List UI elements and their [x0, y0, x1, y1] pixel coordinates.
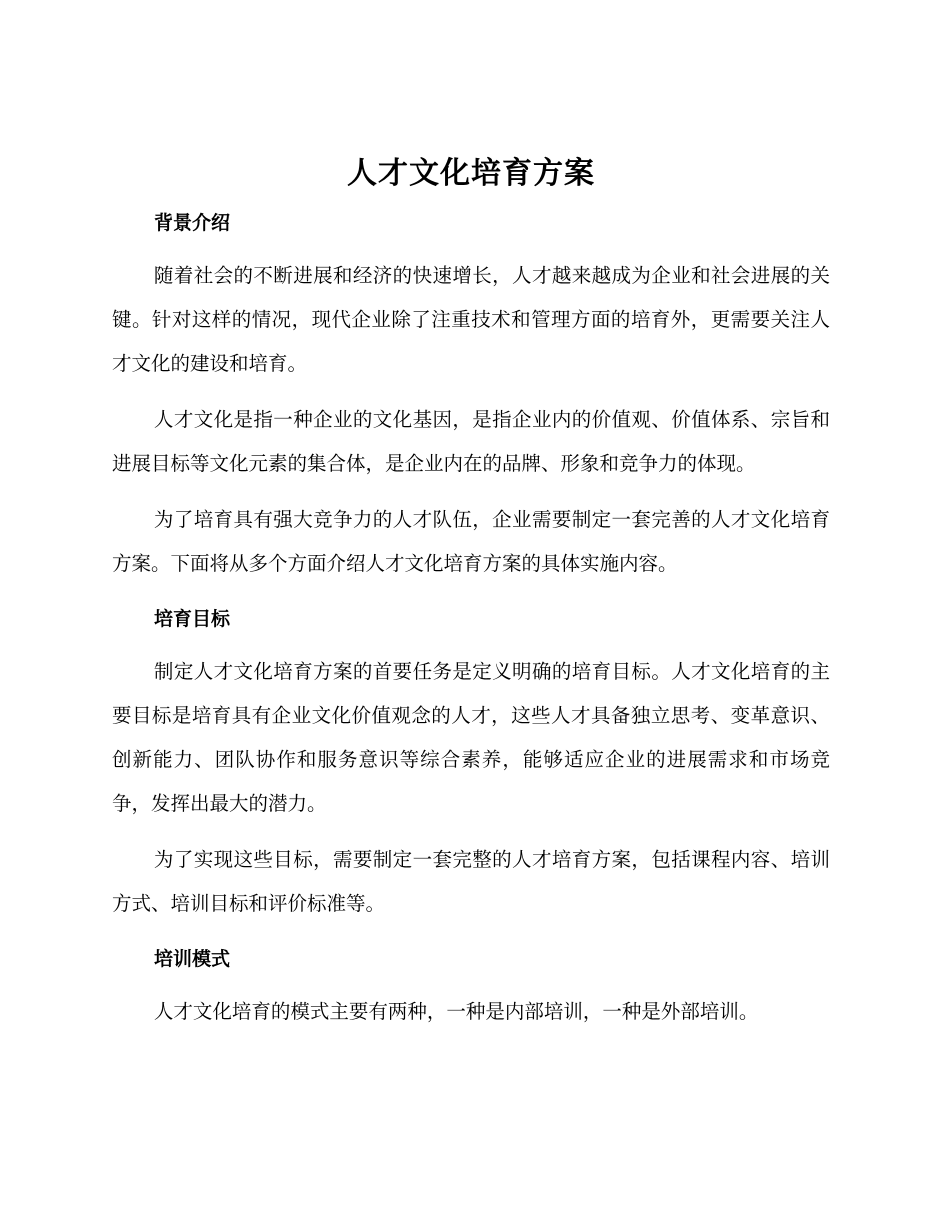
section-training-mode: [112, 940, 830, 1034]
paragraph: 为了培育具有强大竞争力的人才队伍，企业需要制定一套完善的人才文化培育方案。下面将从多个方面介绍人才文化培育方案的具体实施内容。: [112, 508, 830, 575]
paragraph: 制定人才文化培育方案的首要任务是定义明确的培育目标。人才文化培育的主要目标是培育具有企业文化价值观念的人才，这些人才具备独立思考、变革意识、创新能力、团队协作和服务意识等综合素养，能够适应企业的进展需求和市场竞争，发挥出最大的潜力。: [112, 660, 830, 815]
paragraph: 随着社会的不断进展和经济的快速增长，人才越来越成为企业和社会进展的关键。针对这样的情况，现代企业除了注重技术和管理方面的培育外，更需要关注人才文化的建设和培育。: [112, 264, 830, 375]
section-goals: [112, 600, 830, 926]
section-heading: 背景介绍: [154, 212, 231, 234]
section-heading: 培训模式: [154, 948, 231, 970]
document-page: [112, 148, 830, 1034]
section-heading: 培育目标: [154, 608, 231, 630]
paragraph: 人才文化培育的模式主要有两种，一种是内部培训，一种是外部培训。: [153, 1000, 759, 1023]
paragraph: 为了实现这些目标，需要制定一套完整的人才培育方案，包括课程内容、培训方式、培训目标和评价标准等。: [112, 848, 830, 915]
paragraph: 人才文化是指一种企业的文化基因，是指企业内的价值观、价值体系、宗旨和进展目标等文化元素的集合体，是企业内在的品牌、形象和竞争力的体现。: [112, 408, 830, 475]
document-title: 人才文化培育方案: [347, 156, 595, 191]
section-background: [112, 204, 830, 586]
